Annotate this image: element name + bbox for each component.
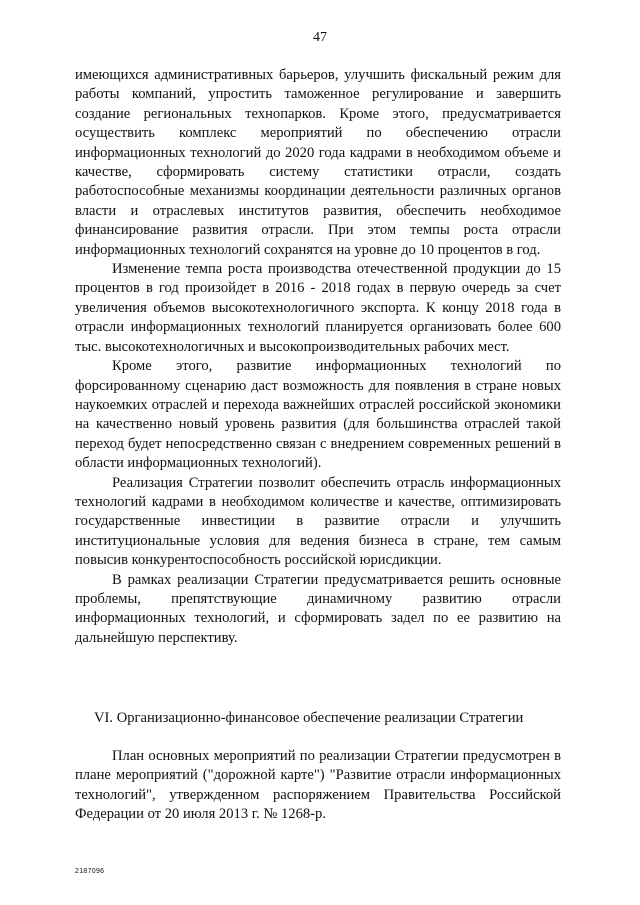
section-body (75, 747, 561, 825)
paragraph-3: Кроме этого, развитие информационных технологий по форсированному сценарию даст возможность для появления в стране новых наукоемких отраслей и перехода важнейших отраслей российской экономики на качественно новый уровень развития (для большинства отраслей такой переход будет непосредственно связан с внедрением современных решений в области информационных технологий). (75, 358, 561, 472)
paragraph-1: имеющихся административных барьеров, улучшить фискальный режим для работы компаний, упростить таможенное регулирование и завершить создание региональных технопарков. Кроме этого, предусматривается осуществить комплекс мероприятий по обеспечению отрасли информационных технологий до 2020 года кадрами в необходимом объеме и качестве, сформировать систему статистики отрасли, создать работоспособные механизмы координации деятельности различных органов власти и отраслевых институтов развития, обеспечить необходимое финансирование развития отрасли. При этом темпы роста отрасли информационных технологий сохранятся на уровне до 10 процентов в год. (75, 67, 561, 258)
paragraph-5: В рамках реализации Стратегии предусматривается решить основные проблемы, препятствующие динамичному развитию отрасли информационных технологий, и сформировать задел по ее развитию на дальнейшую перспективу. (75, 571, 561, 646)
body-text (75, 66, 561, 648)
document-code: 2187096 (75, 868, 105, 875)
paragraph-4: Реализация Стратегии позволит обеспечить отрасль информационных технологий кадрами в необходимом количестве и качестве, оптимизировать государственные инвестиции в развитие отрасли и улучшить институциональные условия для ведения бизнеса в стране, тем самым повысив конкурентоспособность российской юрисдикции. (75, 474, 561, 569)
page-number: 47 (313, 30, 327, 45)
paragraph-2: Изменение темпа роста производства отечественной продукции до 15 процентов в год произойдет в 2016 - 2018 годах в первую очередь за счет увеличения объемов высокотехнологичного экспорта. К концу 2018 года в отрасли информационных технологий планируется организовать более 600 тыс. высокотехнологичных и высокопроизводительных рабочих мест. (75, 261, 561, 355)
section-paragraph: План основных мероприятий по реализации Стратегии предусмотрен в плане мероприятий ("дорожной карте") "Развитие отрасли информационных технологий", утвержденном распоряжением Правительства Российской Федерации от 20 июля 2013 г. № 1268-р. (75, 748, 561, 823)
section-heading: VI. Организационно-финансовое обеспечение реализации Стратегии (94, 710, 524, 726)
